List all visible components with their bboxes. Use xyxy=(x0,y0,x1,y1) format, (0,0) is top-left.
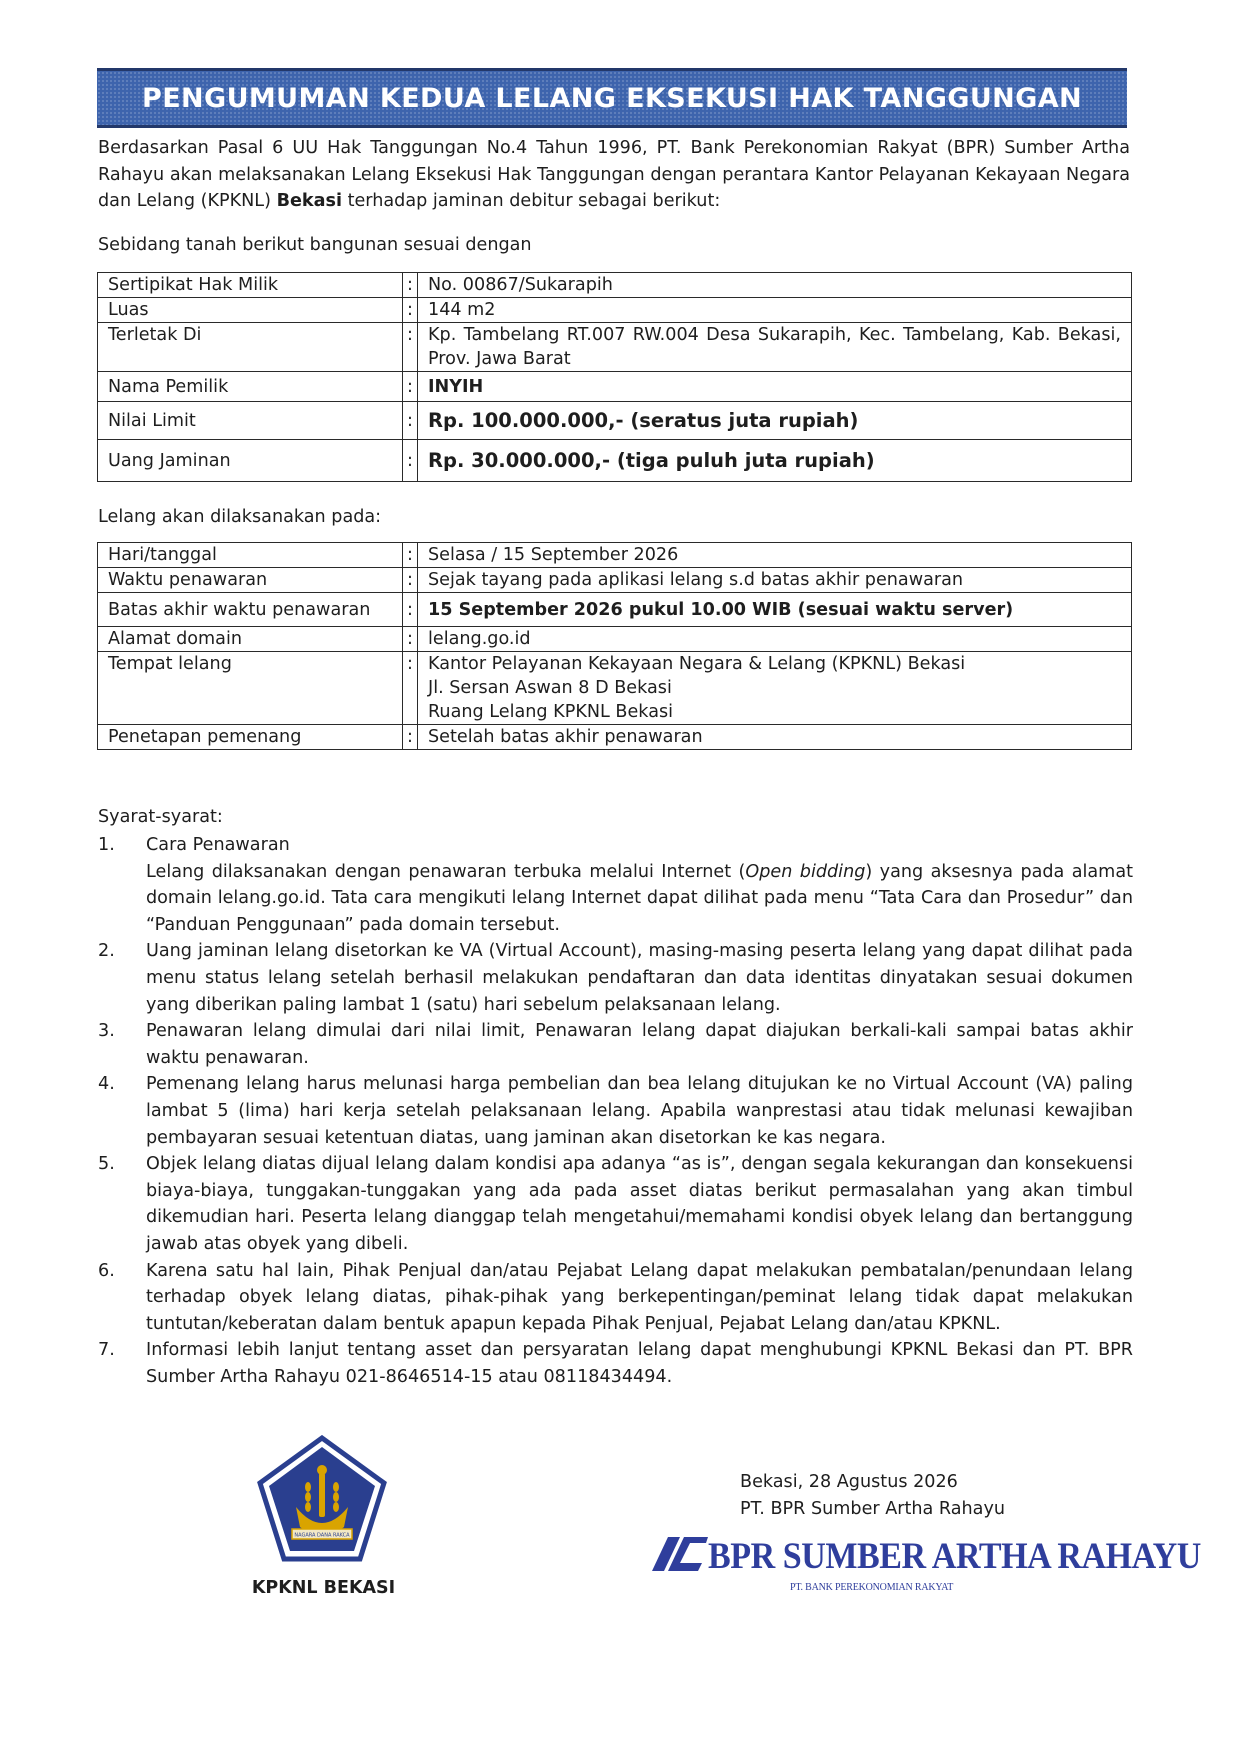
table-row xyxy=(98,568,1132,593)
item-text-part: ) yang aksesnya pada alamat domain lelang.go.id. Tata cara mengikuti lelang Internet dapat dilihat pada menu “Tata Cara dan Prosedur” dan “Panduan Penggunaan” pada domain tersebut. xyxy=(146,861,1134,935)
row-colon: : xyxy=(403,568,418,593)
item-heading: Cara Penawaran xyxy=(146,835,290,855)
venue-line: Kantor Pelayanan Kekayaan Negara & Lelang (KPKNL) Bekasi xyxy=(428,654,966,674)
item-number: 3. xyxy=(98,1021,115,1042)
row-value: Kp. Tambelang RT.007 RW.004 Desa Sukarapih, Kec. Tambelang, Kab. Bekasi, Prov. Jawa Barat xyxy=(418,323,1132,372)
row-value: Sejak tayang pada aplikasi lelang s.d batas akhir penawaran xyxy=(418,568,1132,593)
page-title: PENGUMUMAN KEDUA LELANG EKSEKUSI HAK TANGGUNGAN xyxy=(142,82,1082,114)
item-text: Karena satu hal lain, Pihak Penjual dan/atau Pejabat Lelang dapat melakukan pembatalan/penundaan lelang terhadap obyek lelang diatas, pihak-pihak yang berkepentingan/peminat lelang tidak dapat melakukan tuntutan/keberatan dalam bentuk apapun kepada Pihak Penjual, Pejabat Lelang dan/atau KPKNL. xyxy=(146,1260,1133,1334)
list-item xyxy=(98,1151,1133,1257)
table-row xyxy=(98,543,1132,568)
row-label: Batas akhir waktu penawaran xyxy=(98,593,403,627)
table-row xyxy=(98,725,1132,750)
venue-line: Ruang Lelang KPKNL Bekasi xyxy=(428,702,674,722)
row-value: Selasa / 15 September 2026 xyxy=(418,543,1132,568)
title-banner xyxy=(97,68,1127,128)
bpr-company-subtitle: PT. BANK PEREKONOMIAN RAKYAT xyxy=(790,1582,954,1593)
row-colon: : xyxy=(403,593,418,627)
item-text: Informasi lebih lanjut tentang asset dan persyaratan lelang dapat menghubungi KPKNL Bekasi dan PT. BPR Sumber Artha Rahayu 021-8646514-15 atau 08118434494. xyxy=(146,1340,1133,1387)
kpknl-label: KPKNL BEKASI xyxy=(251,1578,396,1598)
item-body xyxy=(146,832,1133,938)
item-number: 6. xyxy=(98,1260,115,1281)
schedule-table xyxy=(97,542,1132,750)
signature-place-date: Bekasi, 28 Agustus 2026 xyxy=(740,1472,958,1492)
row-label: Nilai Limit xyxy=(98,402,403,440)
item-text-part: Lelang dilaksanakan dengan penawaran terbuka melalui Internet ( xyxy=(146,861,746,882)
row-label: Terletak Di xyxy=(98,323,403,372)
row-value: No. 00867/Sukarapih xyxy=(418,273,1132,298)
row-value: Rp. 30.000.000,- (tiga puluh juta rupiah) xyxy=(418,440,1132,482)
row-label: Alamat domain xyxy=(98,627,403,652)
row-label: Sertipikat Hak Milik xyxy=(98,273,403,298)
intro-text-bold: Bekasi xyxy=(276,191,342,211)
list-item xyxy=(98,1337,1133,1390)
row-label: Uang Jaminan xyxy=(98,440,403,482)
row-colon: : xyxy=(403,298,418,323)
bpr-company-name: BPR SUMBER ARTHA RAHAYU xyxy=(708,1536,1201,1577)
table-row xyxy=(98,402,1132,440)
item-number: 7. xyxy=(98,1340,115,1361)
row-value: lelang.go.id xyxy=(418,627,1132,652)
intro-text-1: Berdasarkan Pasal 6 UU Hak Tanggungan No.4 Tahun 1996, PT. Bank Perekonomian Rakyat (BPR) Sumber Artha Rahayu akan melaksanakan Lelang Eksekusi Hak Tanggungan dengan perantara Kantor Pelayanan Kekayaan Negara dan Lelang (KPKNL) xyxy=(98,138,1130,211)
list-item xyxy=(98,938,1133,1018)
row-value: 15 September 2026 pukul 10.00 WIB (sesuai waktu server) xyxy=(418,593,1132,627)
schedule-section-label: Lelang akan dilaksanakan pada: xyxy=(98,507,382,527)
signature-company: PT. BPR Sumber Artha Rahayu xyxy=(740,1499,1006,1519)
row-label: Luas xyxy=(98,298,403,323)
row-colon: : xyxy=(403,440,418,482)
intro-paragraph xyxy=(98,135,1130,215)
terms-list xyxy=(98,832,1133,1390)
item-number: 1. xyxy=(98,835,115,855)
table-row xyxy=(98,298,1132,323)
list-item xyxy=(98,832,1133,938)
row-colon: : xyxy=(403,543,418,568)
table-row xyxy=(98,372,1132,402)
table-row xyxy=(98,627,1132,652)
row-label: Penetapan pemenang xyxy=(98,725,403,750)
intro-text-2: terhadap jaminan debitur sebagai berikut: xyxy=(341,191,721,211)
list-item xyxy=(98,1018,1133,1071)
terms-title: Syarat-syarat: xyxy=(98,807,223,827)
item-number: 4. xyxy=(98,1074,115,1095)
row-colon: : xyxy=(403,402,418,440)
property-table xyxy=(97,272,1132,482)
row-label: Hari/tanggal xyxy=(98,543,403,568)
table-row xyxy=(98,440,1132,482)
row-colon: : xyxy=(403,273,418,298)
row-label: Nama Pemilik xyxy=(98,372,403,402)
table-row xyxy=(98,593,1132,627)
row-value: Rp. 100.000.000,- (seratus juta rupiah) xyxy=(418,402,1132,440)
row-value: INYIH xyxy=(418,372,1132,402)
row-value: 144 m2 xyxy=(418,298,1132,323)
property-section-label: Sebidang tanah berikut bangunan sesuai dengan xyxy=(98,235,532,255)
item-text-italic: Open bidding xyxy=(745,861,866,882)
item-text: Pemenang lelang harus melunasi harga pembelian dan bea lelang ditujukan ke no Virtual Account (VA) paling lambat 5 (lima) hari kerja setelah pelaksanaan lelang. Apabila wanprestasi atau tidak melunasi kewajiban pembayaran sesuai ketentuan diatas, uang jaminan akan disetorkan ke kas negara. xyxy=(146,1074,1133,1148)
row-label: Waktu penawaran xyxy=(98,568,403,593)
item-text xyxy=(146,859,1133,939)
row-value xyxy=(418,652,1132,725)
row-colon: : xyxy=(403,725,418,750)
item-text: Uang jaminan lelang disetorkan ke VA (Virtual Account), masing-masing peserta lelang yang dapat dilihat pada menu status lelang setelah berhasil melakukan pendaftaran dan data identitas dinyatakan sesuai dokumen yang diberikan paling lambat 1 (satu) hari sebelum pelaksanaan lelang. xyxy=(146,941,1133,1015)
table-row xyxy=(98,273,1132,298)
seal-motto: NAGARA DANA RAKCA xyxy=(294,1532,350,1539)
row-colon: : xyxy=(403,652,418,725)
kpknl-seal-icon xyxy=(256,1435,388,1567)
item-text: Penawaran lelang dimulai dari nilai limit, Penawaran lelang dapat diajukan berkali-kali sampai batas akhir waktu penawaran. xyxy=(146,1021,1133,1068)
row-colon: : xyxy=(403,323,418,372)
list-item xyxy=(98,1258,1133,1338)
signature-block xyxy=(740,1469,1005,1523)
item-number: 5. xyxy=(98,1154,115,1175)
item-text: Objek lelang diatas dijual lelang dalam kondisi apa adanya “as is”, dengan segala kekurangan dan konsekuensi biaya-biaya, tunggakan-tunggakan yang ada pada asset diatas berikut permasalahan yang akan timbul dikemudian hari. Peserta lelang dianggap telah mengetahui/memahami kondisi obyek lelang dan bertanggung jawab atas obyek yang dibeli. xyxy=(146,1154,1133,1254)
venue-line: Jl. Sersan Aswan 8 D Bekasi xyxy=(428,678,672,698)
table-row xyxy=(98,323,1132,372)
table-row xyxy=(98,652,1132,725)
row-value: Setelah batas akhir penawaran xyxy=(418,725,1132,750)
item-number: 2. xyxy=(98,941,115,962)
row-colon: : xyxy=(403,372,418,402)
list-item xyxy=(98,1071,1133,1151)
row-colon: : xyxy=(403,627,418,652)
row-label: Tempat lelang xyxy=(98,652,403,725)
